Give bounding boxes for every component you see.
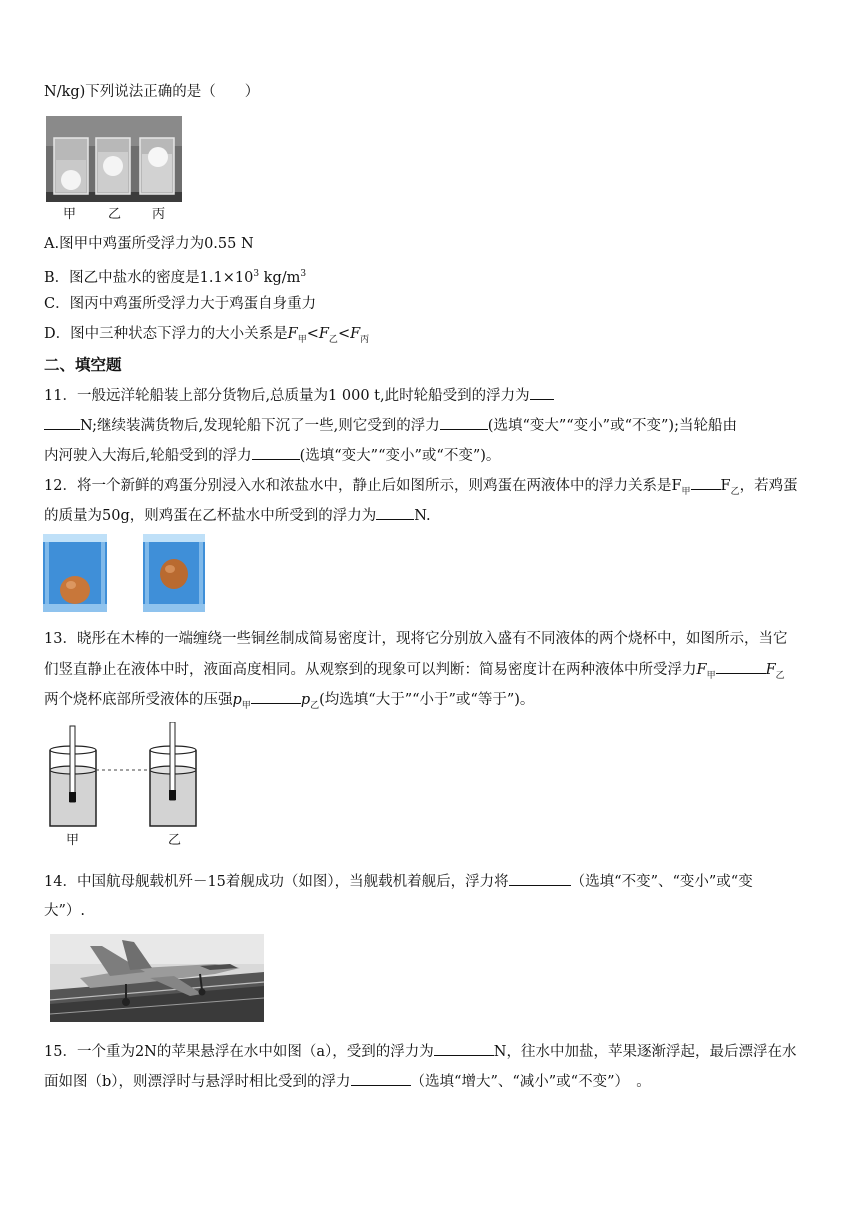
- q11-blank-1b: [44, 415, 80, 430]
- q13-line2: 们竖直静止在液体中时，液面高度相同。从观察到的现象可以判断：简易密度计在两种液体中所受浮力$F_甲$ $F_乙$: [44, 659, 785, 686]
- q14-line1: 14．中国航母舰载机歼－15着舰成功（如图），当舰载机着舰后，浮力将 （选填“不变”、“变小”或“变: [44, 871, 753, 892]
- q14-line2: 大”）.: [44, 903, 86, 919]
- q11-line2: N;继续装满货物后,发现轮船下沉了一些,则它受到的浮力 (选填“变大”“变小”或“不变”);当轮船由: [44, 415, 737, 436]
- q14-blank-1: [509, 871, 571, 886]
- fig-label-yi: 乙: [108, 207, 122, 222]
- q15-blank-1: [434, 1041, 494, 1056]
- q12-blank-1: [691, 475, 721, 490]
- q11-blank-3: [252, 445, 300, 460]
- q10-option-a: A.图甲中鸡蛋所受浮力为0.55 N: [44, 236, 254, 252]
- hydrometer-label-yi: 乙: [168, 833, 182, 848]
- q10-option-b: B．图乙中盐水的密度是$1.1\times 10^3$ $kg/m^3$: [44, 269, 307, 286]
- section-title: 二、填空题: [44, 356, 122, 374]
- q13-blank-2: [251, 689, 301, 704]
- hydrometer-label-jia: 甲: [66, 833, 80, 848]
- q10-option-c: C．图丙中鸡蛋所受浮力大于鸡蛋自身重力: [44, 296, 317, 312]
- q11-blank-2: [440, 415, 488, 430]
- q10-stem-tail: N/kg)下列说法正确的是（ ）: [44, 84, 260, 100]
- q11-blank-1a: [530, 385, 554, 400]
- q12-line1: 12．将一个新鲜的鸡蛋分别浸入水和浓盐水中，静止后如图所示，则鸡蛋在两液体中的浮力关系是$F_甲$ $F_乙$，若鸡蛋: [44, 475, 798, 502]
- q15-line2: 面如图（b），则漂浮时与悬浮时相比受到的浮力 （选填“增大”、“减小”或“不变”） 。: [44, 1071, 651, 1092]
- q10-option-d: D．图中三种状态下浮力的大小关系是$F_甲<F_乙<F_丙$: [44, 326, 370, 345]
- q15-line1: 15．一个重为2N的苹果悬浮在水中如图（a），受到的浮力为 N，往水中加盐，苹果逐渐浮起，最后漂浮在水: [44, 1041, 796, 1062]
- q11-line1: 11．一般远洋轮船装上部分货物后,总质量为1 000 t,此时轮船受到的浮力为: [44, 385, 554, 406]
- egg-glasses-photo: [46, 116, 182, 202]
- fig-label-bing: 丙: [152, 207, 166, 222]
- q12-blank-2: [376, 505, 414, 520]
- beaker-water-photo: [43, 534, 107, 612]
- fig-label-jia: 甲: [63, 207, 77, 222]
- hydrometer-diagram: [46, 722, 210, 830]
- q11-line3: 内河驶入大海后,轮船受到的浮力 (选填“变大”“变小”或“不变”)。: [44, 445, 500, 466]
- q13-line1: 13．晓彤在木棒的一端缠绕一些铜丝制成简易密度计，现将它分别放入盛有不同液体的两个烧杯中，如图所示，当它: [44, 631, 788, 647]
- q12-line2: 的质量为50g，则鸡蛋在乙杯盐水中所受到的浮力为 N.: [44, 505, 431, 526]
- q13-blank-1: [716, 659, 766, 674]
- beaker-saltwater-photo: [143, 534, 205, 612]
- carrier-jet-photo: [50, 934, 264, 1022]
- q15-blank-2: [351, 1071, 411, 1086]
- q13-line3: 两个烧杯底部所受液体的压强$p_甲$ $p_乙$(均选填“大于”“小于”或“等于”)。: [44, 689, 534, 716]
